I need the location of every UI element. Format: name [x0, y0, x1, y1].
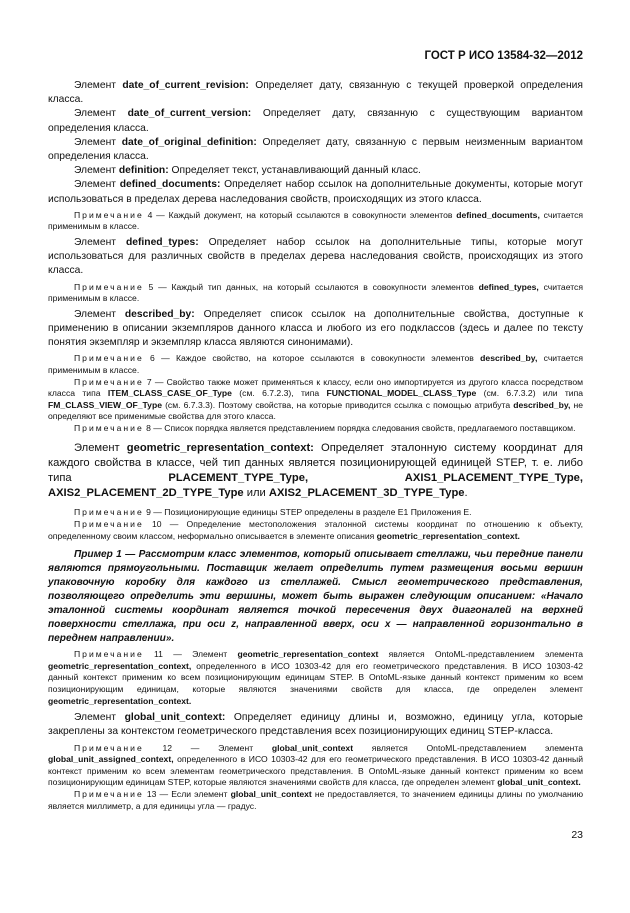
note-6: Примечание 6 — Каждое свойство, на которое ссылаются в совокупности элементов described_by, считается применимым в классе.	[48, 353, 584, 376]
note-11: Примечание 11 — Элемент geometric_representation_context является OntoML-представлением элемента geometric_representation_context, определенного в ИСО 10303-42 для его геометрического представления. В ИСО 10303-42 данный контекст применим ко всем позиционирующим единицам STEP. В OntoML-языке данный контекст применим ко всем позиционирующим единицам, которые являются значениями свойств для класса, где определен элемент geometric_representation_context.	[48, 649, 583, 706]
note-4: Примечание 4 — Каждый документ, на который ссылаются в совокупности элементов defined_documents, считается применимым в классе.	[48, 209, 584, 232]
note-5: Примечание 5 — Каждый тип данных, на который ссылаются в совокупности элементов defined_types, считается применимым в классе.	[48, 281, 583, 304]
page-number: 23	[571, 829, 583, 841]
paragraph-geometric-representation-context: Элемент geometric_representation_context: Определяет эталонную систему координат для каждого свойства в классе, чей тип данных является позиционирующей единицей STEP, т. е. либо типа PLACEMENT_TYPE_Type, AXIS1_PLACEMENT_TYPE_Type, AXIS2_PLACEMENT_2D_TYPE_Type или AXIS2_PLACEMENT_3D_TYPE_Type.	[48, 441, 584, 500]
paragraph-described-by: Элемент described_by: Определяет список ссылок на дополнительные свойства, доступные к применению в описании экземпляров данного класса и любого из его подклассов (здесь и далее по тексту понятия экземпляр и экземпляр класса являются синонимами).	[48, 308, 583, 349]
page-header: ГОСТ Р ИСО 13584-32—2012	[424, 50, 583, 62]
note-13: Примечание 13 — Если элемент global_unit_context не предоставляется, то значением единицы длины по умолчанию является миллиметр, а для единицы угла — градус.	[48, 788, 584, 811]
paragraph-defined-documents: Элемент defined_documents: Определяет набор ссылок на дополнительные документы, которые могут использоваться в пределах дерева наследования свойств, происходящих из этого класса.	[48, 179, 583, 205]
paragraph-definition: Элемент definition: Определяет текст, устанавливающий данный класс.	[74, 165, 421, 177]
note-8: Примечание 8 — Список порядка является представлением порядка следования свойств, предлагаемого поставщиком.	[74, 422, 576, 433]
paragraph-defined-types: Элемент defined_types: Определяет набор ссылок на дополнительные типы, которые могут использоваться для различных свойств в пределах дерева наследования свойств, происходящих из этого класса.	[48, 237, 583, 277]
note-10: Примечание 10 — Определение местоположения эталонной системы координат по отношению к объекту, определенному своим классом, неформально описывается в элементе описания geometric_representation_context.	[48, 518, 583, 541]
paragraph-global-unit-context: Элемент global_unit_context: Определяет единицу длины и, возможно, единицу угла, которые закреплены за контекстом геометрического представления всех позиционирующих единиц STEP-класса.	[48, 712, 583, 738]
example-1: Пример 1 — Рассмотрим класс элементов, который описывает стеллажи, чьи передние панели являются прямоугольными. Поставщик желает определить путем размещения восьми вершин упаковочную коробку для каждого из стеллажей. Смысл геометрического представления, позволяющего определить эти вершины, может быть выражен следующим описанием: «Начало эталонной системы координат является точкой пересечения двух диагоналей на верхней поверхности стеллажа, при оси z, направленной вверх, оси x — направленной горизонтально в переднем направлении».	[48, 549, 583, 645]
document-page	[48, 0, 583, 913]
paragraph-date-of-current-version: Элемент date_of_current_version: Определяет дату, связанную с существующим вариантом определения класса.	[48, 108, 583, 134]
paragraph-date-of-original-definition: Элемент date_of_original_definition: Определяет дату, связанную с первым неизменным вариантом определения класса.	[48, 136, 583, 163]
note-12: Примечание 12 — Элемент global_unit_context является OntoML-представлением элемента global_unit_assigned_context, определенного в ИСО 10303-42 для его геометрического представления. В ИСО 10303-42 данный контекст применим ко всем элементам геометрического представления. В OntoML-языке данный контекст применим ко всем позиционирующим единицам STEP, которые являются значениями свойств для класса, где определен элемент global_unit_context.	[48, 742, 584, 788]
note-7: Примечание 7 — Свойство также может применяться к классу, если оно импортируется из другого класса посредством класса типа ITEM_CLASS_CASE_OF_Type (см. 6.7.2.3), типа FUNCTIONAL_MODEL_CLASS_Type (см. 6.7.3.2) или типа FM_CLASS_VIEW_OF_Type (см. 6.7.3.3). Поэтому свойства, на которые приводится ссылка с помощью атрибута described_by, не определяют все применимые свойства для этого класса.	[48, 376, 584, 422]
page-content	[48, 79, 583, 812]
note-9: Примечание 9 — Позиционирующие единицы STEP определены в разделе Е1 Приложения Е.	[74, 507, 472, 518]
paragraph-date-of-current-revision: Элемент date_of_current_revision: Определяет дату, связанную с текущей проверкой определения класса.	[48, 80, 583, 106]
